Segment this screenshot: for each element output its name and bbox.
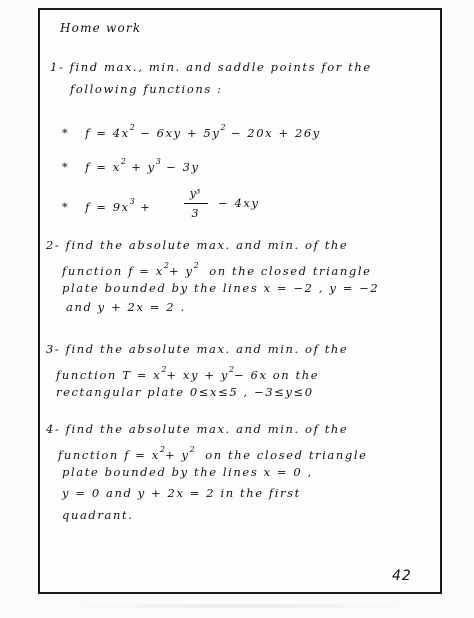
q2-line-4: and y + 2x = 2 .	[66, 300, 186, 314]
q4-function-mid: + y	[164, 448, 190, 462]
exponent: 2	[193, 261, 199, 270]
f1-part-c: − 20x + 26y	[225, 126, 321, 140]
exponent: 3	[155, 157, 161, 166]
q4-line-5: quadrant.	[62, 508, 134, 522]
q3-line-3: rectangular plate 0≤x≤5 , −3≤y≤0	[56, 385, 314, 399]
exponent: 2	[159, 445, 165, 454]
q2-line-1: 2- find the absolute max. and min. of the	[46, 238, 349, 252]
q2-function-mid: + y	[168, 264, 194, 278]
q2-function-start: function f = x	[62, 264, 164, 278]
f1-part-a: f = 4x	[85, 126, 130, 140]
scan-smudge	[60, 604, 420, 608]
exponent: 2	[163, 261, 169, 270]
q3-line-1: 3- find the absolute max. and min. of the	[46, 342, 349, 356]
q4-line-3: plate bounded by the lines x = 0 ,	[62, 465, 313, 479]
bullet: *	[62, 160, 70, 174]
q2-line-2	[62, 262, 372, 278]
bullet: *	[62, 126, 70, 140]
q3-line-2	[56, 366, 319, 382]
q4-line-4: y = 0 and y + 2x = 2 in the first	[62, 486, 301, 500]
q1-function-2	[62, 158, 200, 174]
exponent: 2	[228, 365, 235, 374]
f2-part-c: − 3y	[160, 160, 200, 174]
f2-part-b: + y	[125, 160, 156, 174]
exponent: 2	[220, 123, 226, 132]
f1-part-b: − 6xy + 5y	[134, 126, 221, 140]
q2-function-end: on the closed triangle	[209, 264, 372, 278]
f3-part-a: f = 9x	[85, 200, 130, 214]
f3-plus: +	[140, 200, 152, 214]
page-number: 42	[392, 568, 412, 584]
q4-function-end: on the closed triangle	[205, 448, 368, 462]
f2-part-a: f = x	[85, 160, 121, 174]
exponent: 3	[129, 197, 135, 206]
exponent: 2	[189, 445, 195, 454]
q1-function-3	[62, 198, 151, 214]
q4-line-2	[58, 446, 368, 462]
fraction-numerator: y³	[189, 187, 201, 200]
q3-function-end: − 6x on the	[234, 368, 320, 382]
exponent: 2	[161, 365, 167, 374]
q1-line-1: 1- find max., min. and saddle points for the	[50, 60, 372, 74]
page-title: Home work	[60, 21, 142, 35]
fraction-denominator: 3	[191, 207, 199, 220]
q4-line-1: 4- find the absolute max. and min. of the	[46, 422, 349, 436]
bullet: *	[62, 200, 70, 214]
q1-line-2: following functions :	[70, 82, 223, 96]
exponent: 2	[129, 123, 135, 132]
q2-line-3: plate bounded by the lines x = −2 , y = −2	[62, 281, 380, 295]
f3-part-c: − 4xy	[218, 196, 260, 210]
exponent: 2	[120, 157, 126, 166]
q3-function-mid: + xy + y	[166, 368, 229, 382]
q4-function-start: function f = x	[58, 448, 160, 462]
q3-function-start: function T = x	[56, 368, 162, 382]
fraction-bar	[184, 203, 208, 204]
q1-function-1	[62, 124, 321, 140]
